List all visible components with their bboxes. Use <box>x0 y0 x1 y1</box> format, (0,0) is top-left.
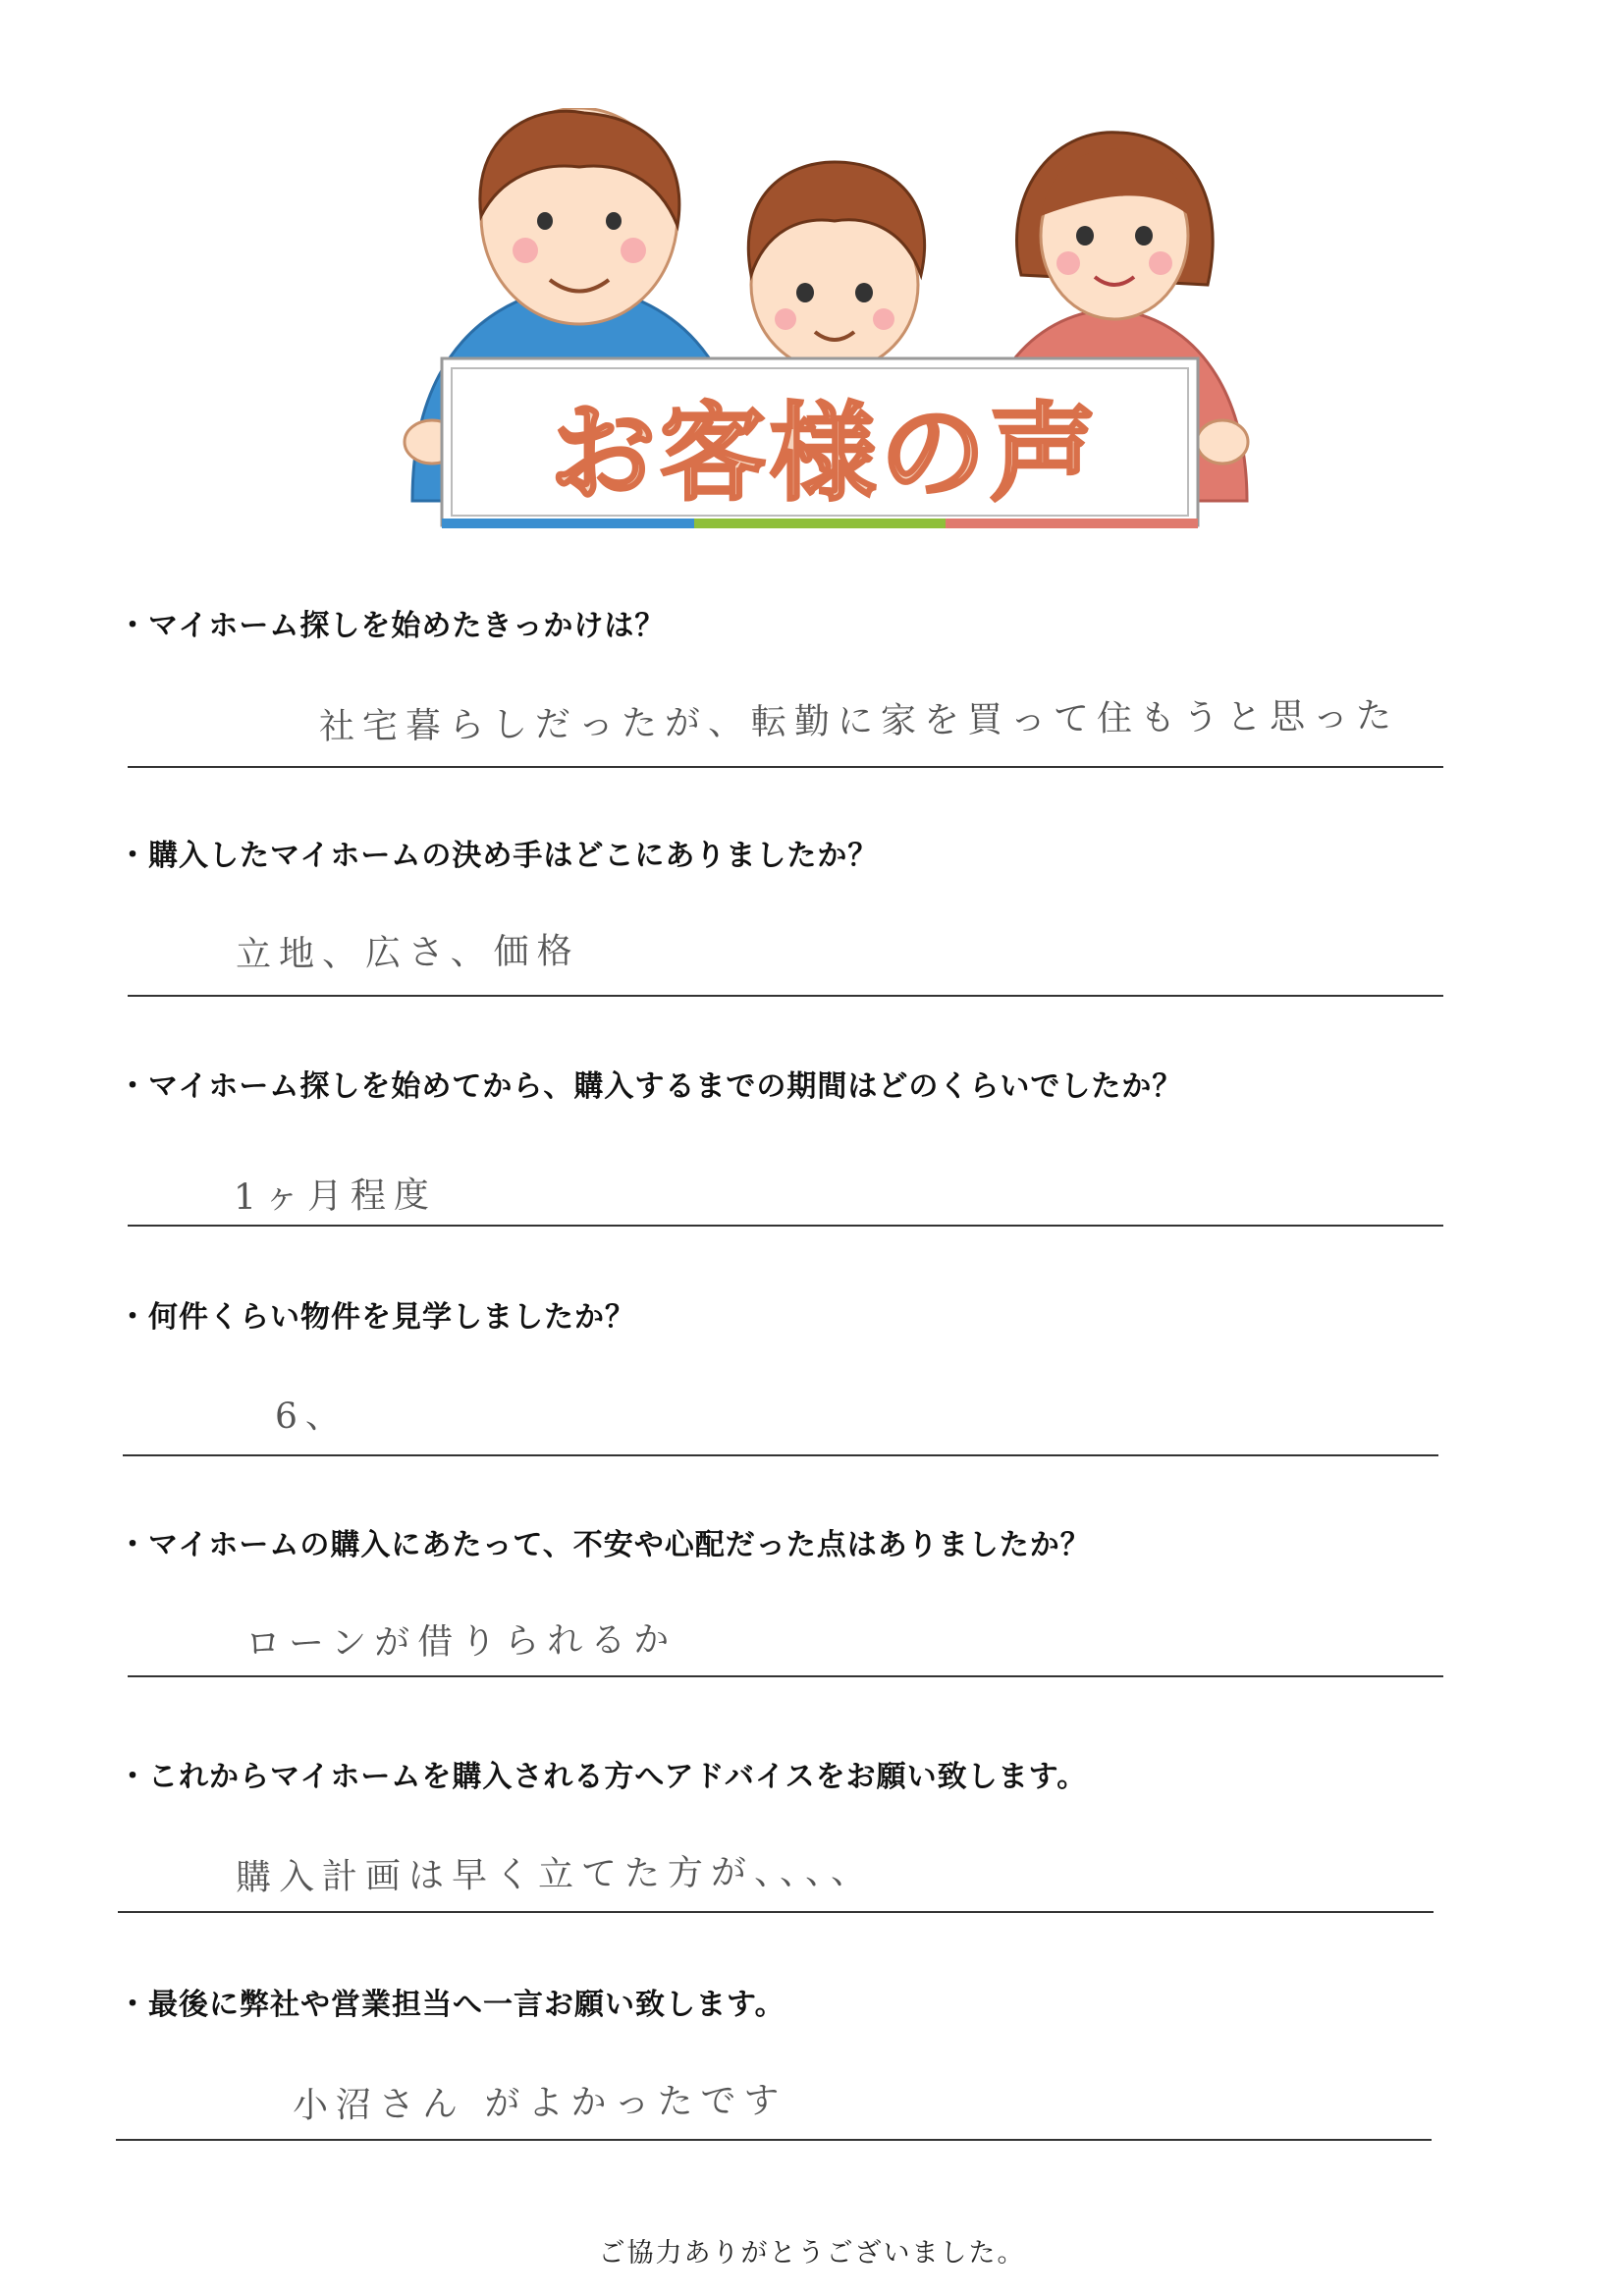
banner-title: お客様の声 <box>549 393 1100 516</box>
answer-line <box>128 1225 1443 1227</box>
answer-text: 購入計画は早く立てた方が、、、、 <box>235 1851 875 1898</box>
answer-line <box>128 1675 1443 1677</box>
answer-line <box>128 995 1443 997</box>
question-text: ・これからマイホームを購入される方へアドバイスをお願い致します。 <box>118 1760 1088 1794</box>
answer-text: 1ヶ月程度 <box>233 1175 438 1218</box>
answer-text: 小沼さん がよかったです <box>292 2080 787 2126</box>
answer-line <box>116 2139 1432 2141</box>
answer-text: ローンが借りられるか <box>244 1619 677 1665</box>
question-text: ・マイホームの購入にあたって、不安や心配だった点はありましたか？ <box>118 1528 1091 1562</box>
question-text: ・購入したマイホームの決め手はどこにありましたか？ <box>118 839 879 873</box>
answer-text: 社宅暮らしだったが、転勤に家を買って住もうと思った <box>318 695 1400 747</box>
question-text: ・最後に弊社や営業担当へ一言お願い致します。 <box>118 1988 785 2022</box>
answer-text: 6、 <box>274 1395 350 1437</box>
answer-line <box>123 1454 1438 1456</box>
thank-you-note: ご協力ありがとうございました。 <box>598 2238 1026 2269</box>
answer-line <box>128 766 1443 768</box>
question-text: ・マイホーム探しを始めてから、購入するまでの期間はどのくらいでしたか？ <box>118 1069 1183 1104</box>
question-text: ・マイホーム探しを始めたきっかけは？ <box>118 609 666 643</box>
question-text: ・何件くらい物件を見学しましたか？ <box>118 1300 635 1335</box>
answer-line <box>118 1911 1434 1913</box>
answer-text: 立地、広さ、価格 <box>235 931 580 975</box>
